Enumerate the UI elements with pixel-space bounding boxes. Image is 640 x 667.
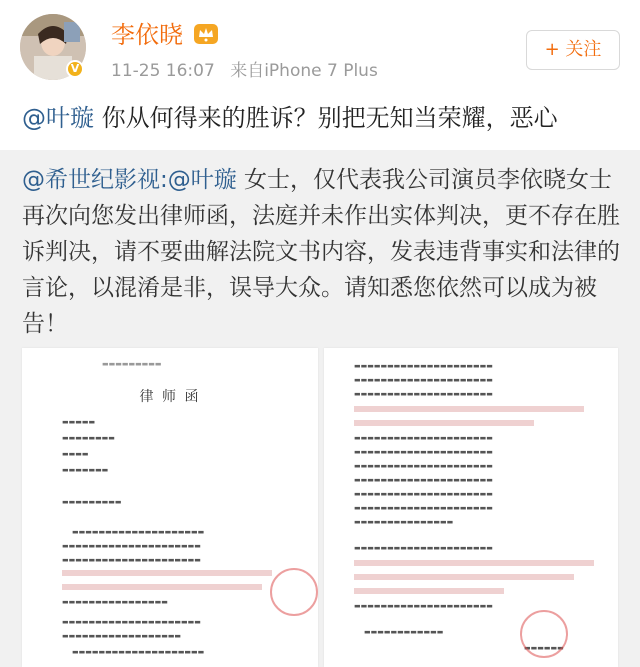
post-source: 来自iPhone 7 Plus: [230, 61, 378, 81]
post-timestamp: 11-25 16:07: [111, 61, 215, 81]
lawyer-letter-image-2[interactable]: ▬▬▬▬▬▬▬▬▬▬▬▬▬▬▬▬▬▬▬▬▬ ▬▬▬▬▬▬▬▬▬▬▬▬▬▬▬▬▬▬▬▬▬ ▬▬▬▬▬▬▬▬▬▬▬▬▬▬▬▬▬▬▬▬▬ ▬▬▬▬▬▬▬▬▬▬▬▬▬▬▬▬▬▬▬▬▬ ▬▬▬▬▬▬▬▬▬▬▬▬▬▬▬▬▬▬▬▬▬ ▬▬▬▬▬▬▬▬▬▬▬▬▬▬▬▬▬▬▬▬▬ ▬▬▬▬▬▬▬▬▬▬▬▬▬▬▬▬▬▬▬▬▬ ▬▬▬▬▬▬▬▬▬▬▬▬▬▬▬▬▬▬▬▬▬ ▬▬▬▬▬▬▬▬▬▬▬▬▬▬▬▬▬▬▬▬▬ ▬▬▬▬▬▬▬▬▬▬▬▬▬▬▬ ▬▬▬▬▬▬▬▬▬▬▬▬▬▬▬▬▬▬▬▬▬ ▬▬▬▬▬▬▬▬▬▬▬▬▬▬▬▬▬▬▬▬▬ ▬▬▬▬▬▬▬▬▬▬▬▬ ▬▬▬▬▬▬: [324, 348, 618, 667]
post-meta: [111, 60, 388, 82]
verified-badge-icon: V: [66, 60, 84, 78]
member-crown-icon[interactable]: [193, 22, 219, 46]
repost-body-text: 女士，仅代表我公司演员李依晓女士再次向您发出律师函，法庭并未作出实体判决，更不存在胜诉判决，请不要曲解法院文书内容，发表违背事实和法律的言论，以混淆是非，误导大众。请知悉您依然可以成为被告！: [22, 167, 620, 337]
post-header: [0, 0, 640, 96]
repost-body: [22, 162, 622, 342]
follow-button[interactable]: + 关注: [526, 30, 620, 70]
lawyer-letter-image-1[interactable]: ▬▬▬▬▬▬▬▬▬ 律 师 函 ▬▬▬▬▬ ▬▬▬▬▬▬▬▬ ▬▬▬▬ ▬▬▬▬▬▬▬ ▬▬▬▬▬▬▬▬▬ ▬▬▬▬▬▬▬▬▬▬▬▬▬▬▬▬▬▬▬▬ ▬▬▬▬▬▬▬▬▬▬▬▬▬▬▬▬▬▬▬▬▬ ▬▬▬▬▬▬▬▬▬▬▬▬▬▬▬▬▬▬▬▬▬ ▬▬▬▬▬▬▬▬▬▬▬▬▬▬▬▬ ▬▬▬▬▬▬▬▬▬▬▬▬▬▬▬▬▬▬▬▬▬ ▬▬▬▬▬▬▬▬▬▬▬▬▬▬▬▬▬▬ ▬▬▬▬▬▬▬▬▬▬▬▬▬▬▬▬▬▬▬▬: [22, 348, 318, 667]
red-seal-stamp-icon: [520, 610, 568, 658]
red-seal-stamp-icon: [270, 568, 318, 616]
repost-mention-links[interactable]: @希世纪影视:@叶璇: [22, 167, 237, 193]
mention-link[interactable]: @叶璇: [22, 104, 94, 132]
username[interactable]: 李依晓: [111, 21, 183, 49]
repost-card[interactable]: [0, 150, 640, 667]
post-body: [22, 102, 622, 134]
post-body-text: 你从何得来的胜诉？别把无知当荣耀，恶心: [94, 104, 558, 132]
document-title: 律 师 函: [139, 389, 201, 405]
